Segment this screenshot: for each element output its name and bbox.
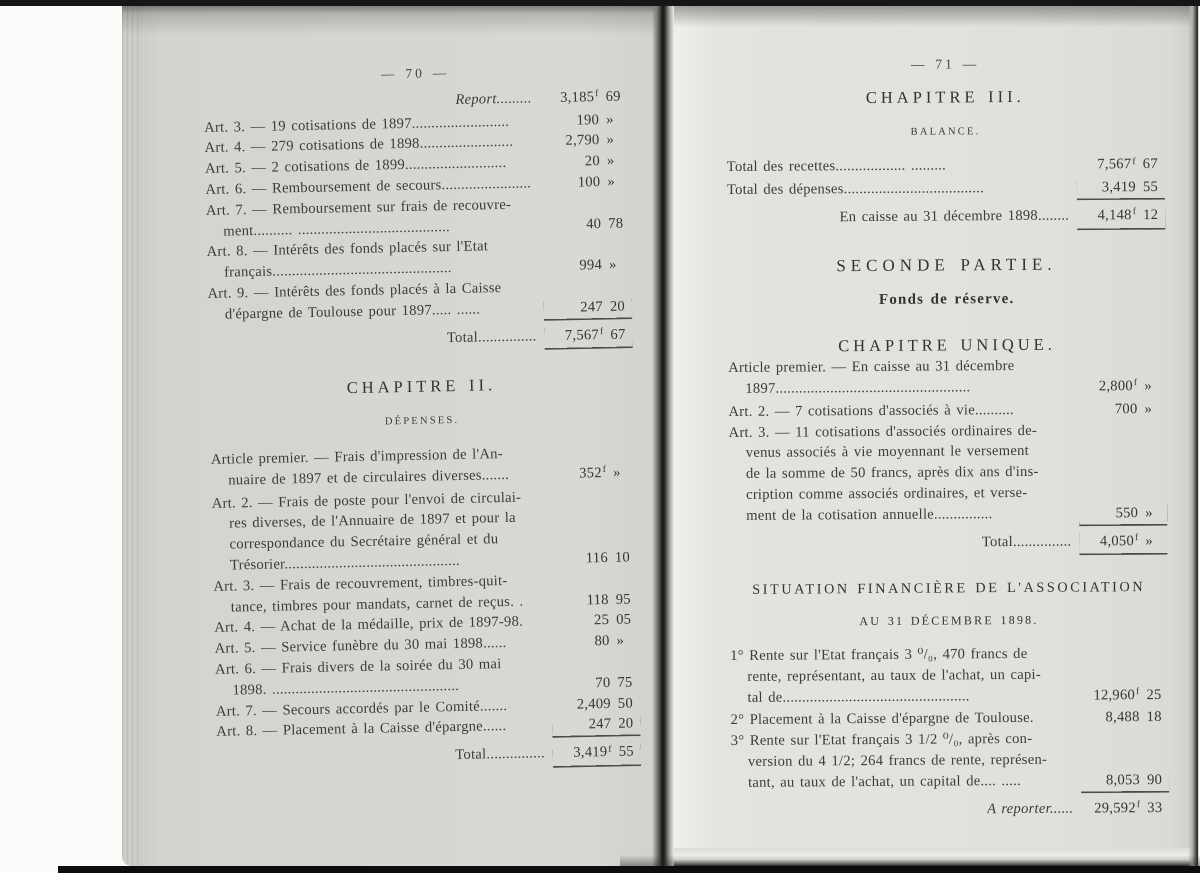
amount-centimes: » xyxy=(1145,532,1153,549)
line-label: Total............... xyxy=(446,327,537,346)
amount-centimes: 55 xyxy=(618,743,635,760)
line-amount xyxy=(550,631,638,654)
amount-francs: 352 xyxy=(578,464,602,482)
line-label: de la somme de 50 francs, après dix ans d'ins- xyxy=(745,463,1039,483)
scanner-top-bar xyxy=(0,0,1200,6)
amount-centimes: 50 xyxy=(617,695,634,712)
franc-superscript: f xyxy=(1134,533,1139,544)
amount-francs: 7,567 xyxy=(1097,156,1132,173)
line-label: Art. 3. — 19 cotisations de 1897......................... xyxy=(204,113,510,136)
amount-centimes: 18 xyxy=(1146,709,1162,726)
line-amount xyxy=(1081,770,1169,791)
page-number-right: — 71 — xyxy=(910,56,980,72)
amount-centimes: » xyxy=(606,132,615,149)
line-label: Art. 5. — Service funèbre du 30 mai 1898...... xyxy=(214,635,507,658)
franc-superscript: f xyxy=(1136,800,1141,811)
franc-superscript: f xyxy=(602,465,607,476)
heading-line: AU 31 DÉCEMBRE 1898. xyxy=(859,612,1039,629)
amount-francs: 118 xyxy=(586,591,609,608)
line-label: Art. 8. — Intérêts des fonds placés sur l'Etat xyxy=(206,238,489,261)
amount-francs: 190 xyxy=(576,111,600,129)
amount-centimes: » xyxy=(606,152,615,170)
line-amount xyxy=(552,693,640,716)
heading-line: BALANCE. xyxy=(910,125,981,138)
line-label: correspondance du Secrétaire général et du xyxy=(229,531,499,553)
line-amount xyxy=(1078,399,1166,420)
ledger-line xyxy=(208,324,632,355)
line-amount xyxy=(539,86,627,111)
line-amount xyxy=(1081,707,1169,728)
line-label: d'épargne de Toulouse pour 1897..... ...... xyxy=(224,301,481,323)
line-amount xyxy=(544,296,632,319)
amount-francs: 7,567 xyxy=(564,326,600,344)
amount-francs: 29,592 xyxy=(1094,799,1136,816)
amount-centimes: 10 xyxy=(614,549,631,566)
franc-superscript: f xyxy=(1132,207,1137,218)
line-label: Total............... xyxy=(981,533,1072,550)
amount-francs: 80 xyxy=(594,633,610,650)
amount-francs: 700 xyxy=(1114,400,1138,418)
line-label: Article premier. — Frais d'impression de l'An- xyxy=(210,446,504,468)
ledger-line xyxy=(727,205,1165,231)
ledger-line xyxy=(728,376,1166,402)
franc-superscript: f xyxy=(1135,687,1140,698)
amount-francs: 70 xyxy=(595,674,611,691)
line-label: Art. 9. — Intérêts des fonds placés à la Caisse xyxy=(207,280,502,302)
line-label: Art. 5. — 2 cotisations de 1899.......................... xyxy=(204,155,507,178)
amount-francs: 25 xyxy=(593,612,610,629)
franc-superscript: f xyxy=(1133,378,1138,389)
line-label: tant, au taux de l'achat, un capital de.... ..... xyxy=(748,772,1021,791)
heading-line: DÉPENSES. xyxy=(384,415,460,428)
line-label: français.............................................. xyxy=(223,260,452,281)
line-amount xyxy=(553,741,641,766)
line-label: En caisse au 31 décembre 1898........ xyxy=(839,207,1070,226)
amount-francs: 2,790 xyxy=(565,132,600,150)
ledger-line xyxy=(727,154,1165,180)
line-label: Art. 7. — Secours accordés par le Comité....... xyxy=(215,697,508,720)
line-amount xyxy=(550,589,638,612)
amount-centimes: 20 xyxy=(609,298,626,315)
line-label: tal de................................................ xyxy=(747,687,970,706)
line-label: venus associés à vie moyennant le versement xyxy=(745,443,1029,462)
franc-superscript: f xyxy=(1132,157,1136,168)
line-label: Art. 6. — Frais divers de la soirée du 30 mai xyxy=(214,656,502,678)
ledger-line xyxy=(729,503,1167,527)
line-amount xyxy=(1079,503,1167,524)
amount-centimes: 69 xyxy=(605,88,621,105)
left-page-lines xyxy=(204,86,642,772)
amount-francs: 247 xyxy=(588,716,612,733)
line-amount xyxy=(544,324,632,349)
ledger-line xyxy=(731,770,1169,794)
line-amount xyxy=(551,672,639,695)
amount-francs: 8,053 xyxy=(1105,771,1141,789)
line-amount xyxy=(550,610,638,633)
line-amount xyxy=(549,547,637,570)
amount-centimes: 33 xyxy=(1147,799,1163,816)
line-label: Art. 7. — Remboursement sur frais de recouvre- xyxy=(205,196,512,219)
line-amount xyxy=(541,171,629,194)
amount-centimes: » xyxy=(608,256,617,274)
amount-francs: 3,419 xyxy=(1101,179,1136,196)
scanner-bottom-bar xyxy=(58,866,1200,873)
page-number-left: — 70 — xyxy=(380,65,450,82)
line-amount xyxy=(542,213,630,236)
line-label: Art. 3. — 11 cotisations d'associés ordinaires de- xyxy=(728,422,1038,441)
ledger-line xyxy=(731,797,1169,823)
line-label: Art. 3. — Frais de recouvrement, timbres-quit- xyxy=(213,572,508,595)
line-label: Report......... xyxy=(455,90,532,108)
line-label: Art. 4. — Achat de la médaille, prix de 1897-98. xyxy=(214,614,524,637)
line-label: tance, timbres pour mandats, carnet de reçus. . xyxy=(230,593,524,616)
amount-francs: 550 xyxy=(1115,504,1139,522)
amount-francs: 100 xyxy=(577,174,601,191)
amount-centimes: 25 xyxy=(1146,686,1162,703)
line-label: Art. 8. — Placement à la Caisse d'épargne...... xyxy=(216,718,507,741)
franc-superscript: f xyxy=(595,89,599,100)
line-label: Trésorier............................................. xyxy=(229,552,460,574)
amount-centimes: » xyxy=(1144,378,1152,395)
amount-centimes: 05 xyxy=(616,611,632,629)
right-page-edge xyxy=(1188,0,1200,873)
line-label: Article premier. — En caisse au 31 décembre xyxy=(728,358,1015,377)
amount-centimes: 67 xyxy=(610,326,626,343)
line-label: 1897.................................................. xyxy=(745,379,971,397)
line-amount xyxy=(540,109,628,132)
line-label: Art. 2. — 7 cotisations d'associés à vie.......... xyxy=(728,401,1014,420)
line-label: cription comme associés ordinaires, et verse- xyxy=(746,484,1028,503)
line-amount xyxy=(547,462,635,487)
line-amount xyxy=(1077,154,1165,177)
line-label: A reporter...... xyxy=(987,800,1074,817)
amount-centimes: » xyxy=(613,464,621,481)
amount-centimes: 75 xyxy=(617,674,633,691)
amount-centimes: 78 xyxy=(608,215,624,232)
amount-centimes: 95 xyxy=(615,591,631,608)
amount-centimes: » xyxy=(1145,504,1153,521)
amount-francs: 2,800 xyxy=(1098,378,1133,395)
line-label: Art. 6. — Remboursement de secours....................... xyxy=(205,175,532,198)
amount-francs: 2,409 xyxy=(576,695,611,713)
amount-francs: 8,488 xyxy=(1105,709,1140,726)
amount-francs: 4,050 xyxy=(1099,532,1135,549)
line-amount xyxy=(1079,530,1167,553)
amount-centimes: » xyxy=(616,632,625,649)
amount-centimes: 67 xyxy=(1142,156,1158,173)
ledger-line xyxy=(730,684,1168,710)
line-amount xyxy=(1077,177,1165,198)
line-amount xyxy=(540,130,628,153)
ledger-line xyxy=(729,530,1167,556)
line-label: Art. 4. — 279 cotisations de 1898........................ xyxy=(204,134,514,157)
left-page-text xyxy=(203,59,641,777)
amount-centimes: 90 xyxy=(1147,771,1163,788)
amount-centimes: » xyxy=(605,111,614,128)
right-page-lines xyxy=(726,86,1169,824)
line-label: Total............... xyxy=(455,745,545,764)
heading-line: SITUATION FINANCIÈRE DE L'ASSOCIATION xyxy=(752,579,1146,599)
ledger-line xyxy=(217,741,641,772)
heading-line: CHAPITRE III. xyxy=(865,86,1025,107)
ledger-line xyxy=(727,177,1165,201)
franc-superscript: f xyxy=(599,327,604,338)
amount-francs: 116 xyxy=(585,549,609,567)
amount-centimes: » xyxy=(607,173,616,190)
line-label: 3° Rente sur l'Etat français 3 1/2 ⁰/₀, après con- xyxy=(730,731,1033,750)
amount-francs: 3,185 xyxy=(559,88,595,106)
line-amount xyxy=(543,255,631,278)
book-gutter xyxy=(652,0,674,873)
line-amount xyxy=(541,151,629,174)
line-label: rente, représentant, au taux de l'achat, un capi- xyxy=(747,666,1042,685)
amount-francs: 12,960 xyxy=(1093,686,1136,703)
heading-line: CHAPITRE II. xyxy=(346,375,497,398)
line-label: Total des recettes.................. ......... xyxy=(726,157,947,176)
amount-centimes: 12 xyxy=(1143,206,1159,224)
line-label: Total des dépenses.................................... xyxy=(726,180,985,199)
line-label: version du 4 1/2; 264 francs de rente, représen- xyxy=(747,751,1048,770)
line-amount xyxy=(1078,376,1166,399)
line-amount xyxy=(1077,205,1165,228)
line-label: ment de la cotisation annuelle............... xyxy=(746,505,993,524)
amount-centimes: 20 xyxy=(618,715,634,733)
amount-centimes: » xyxy=(1144,400,1153,417)
line-label: Art. 2. — Frais de poste pour l'envoi de circulai- xyxy=(211,489,522,512)
amount-francs: 247 xyxy=(580,298,604,316)
line-amount xyxy=(1081,797,1169,820)
amount-francs: 40 xyxy=(585,215,602,232)
line-label: nuaire de 1897 et de circulaires diverses....... xyxy=(228,466,510,489)
line-label: 2° Placement à la Caisse d'épargne de Toulouse. xyxy=(730,710,1034,729)
amount-francs: 4,148 xyxy=(1097,207,1132,224)
bottom-page-shadow xyxy=(620,855,1200,866)
line-label: res diverses, de l'Annuaire de 1897 et pour la xyxy=(228,510,516,532)
franc-superscript: f xyxy=(608,744,612,755)
amount-francs: 20 xyxy=(584,153,601,170)
line-label: 1° Rente sur l'Etat français 3 ⁰/₀, 470 francs de xyxy=(730,645,1028,664)
heading-line: CHAPITRE UNIQUE. xyxy=(838,335,1056,356)
line-amount xyxy=(1080,684,1168,707)
amount-francs: 994 xyxy=(579,257,603,274)
line-label: 1898. ................................................ xyxy=(232,677,460,699)
line-amount xyxy=(552,714,640,737)
line-label: ment.......... ....................................... xyxy=(223,218,451,240)
amount-centimes: 55 xyxy=(1142,179,1159,196)
right-page-text xyxy=(726,53,1169,828)
heading-line: SECONDE PARTIE. xyxy=(836,254,1057,276)
heading-line: Fonds de réserve. xyxy=(878,290,1015,308)
amount-francs: 3,419 xyxy=(573,744,608,761)
